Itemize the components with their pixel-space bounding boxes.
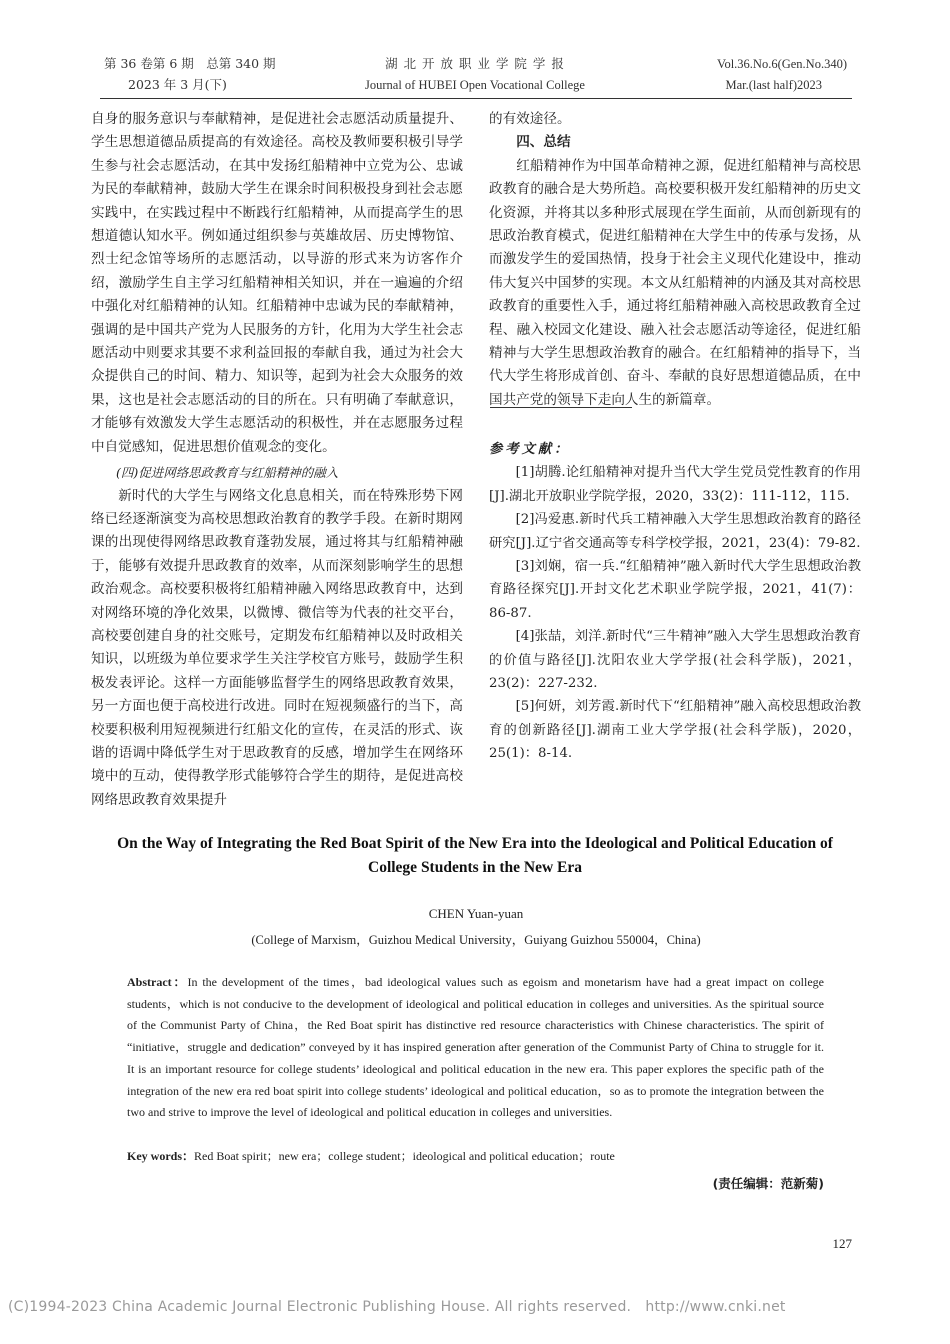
body-paragraph: 新时代的大学生与网络文化息息相关，而在特殊形势下网络已经逐渐演变为高校思想政治教育的教学手段。在新时期网课的出现使得网络思政教育蓬勃发展，通过将其与红船精神融于，能够有效提升思政教育的效率，从而深刻影响学生的思想政治观念。高校要积极将红船精神融入网络思政教育中，达到对网络环境的净化效果，以微博、微信等为代表的社交平台，高校要创建自身的社交账号，定期发布红船精神以及时政相关知识，以班级为单位要求学生关注学校官方账号，鼓励学生积极发表评论。这样一方面能够监督学生的网络思政教育效果，另一方面也便于高校进行改进。同时在短视频盛行的当下，高校要积极利用短视频进行红船文化的宣传，在灵活的形式、诙谐的语调中降低学生对于思政教育的反感，增加学生在网络环境中的互动，使得教学形式能够符合学生的期待，是促进高校网络思政教育效果提升	[91, 487, 463, 808]
journal-issue-date: 2023 年 3 月(下)	[128, 77, 227, 92]
subheading: (四)促进网络思政教育与红船精神的融入	[116, 465, 339, 481]
reference-item: [2]冯爱惠.新时代兵工精神融入大学生思想政治教育的路径研究[J].辽宁省交通高等专科学校学报，2021，23(4)：79-82.	[489, 512, 861, 551]
references-title: 参考文献：	[489, 442, 571, 457]
journal-volume: Vol.36.No.6(Gen.No.340)	[717, 57, 847, 71]
editor-note: (责任编辑：范新菊)	[712, 1176, 824, 1191]
reference-item: [3]刘娴，宿一兵.“红船精神”融入新时代大学生思想政治教育路径探究[J].开封文化艺术职业学院学报，2021，41(7)：86-87.	[489, 559, 861, 621]
english-title: On the Way of Integrating the Red Boat Spirit of the New Era into the Ideological and Political Education of College Students in the New Era	[117, 835, 833, 876]
journal-issue-info: 第 36 卷第 6 期 总第 340 期	[104, 56, 276, 71]
copyright-footer: (C)1994-2023 China Academic Journal Electronic Publishing House. All rights reserved. http://www.cnki.net	[8, 1299, 786, 1315]
right-column	[489, 108, 861, 412]
english-abstract	[127, 972, 824, 1124]
body-paragraph: 的有效途径。	[489, 111, 571, 127]
body-paragraph: 红船精神作为中国革命精神之源，促进红船精神与高校思政教育的融合是大势所趋。高校要积极开发红船精神的历史文化资源，并将其以多种形式展现在学生面前，从而创新现有的思政治教育模式，促进红船精神在大学生中的传承与发扬，从而激发学生的爱国热情，投身于社会主义现代化建设中，推动伟大复兴中国梦的实现。本文从红船精神的内涵及其对高校思政教育的重要性入手，通过将红船精神融入高校思政教育全过程、融入校园文化建设、融入社会志愿活动等途径，促进红船精神与大学生思想政治教育的融合。在红船精神的指导下，当代大学生将形成首创、奋斗、奉献的良好思想道德品质，在中国共产党的领导下走向人生的新篇章。	[489, 157, 861, 408]
keywords-label: Key words：	[127, 1149, 194, 1163]
journal-title-cn: 湖 北 开 放 职 业 学 院 学 报	[385, 56, 565, 71]
english-author: CHEN Yuan-yuan	[428, 906, 524, 921]
references	[489, 438, 861, 766]
reference-item: [4]张喆，刘洋.新时代“三牛精神”融入大学生思想政治教育的价值与路径[J].沈阳农业大学学报(社会科学版)，2021，23(2)：227-232.	[489, 629, 861, 692]
reference-item: [5]何妍，刘芳霞.新时代下“红船精神”融入高校思想政治教育的创新路径[J].湖南工业大学学报(社会科学版)，2020，25(1)：8-14.	[489, 699, 861, 762]
journal-title-en: Journal of HUBEI Open Vocational College	[365, 78, 585, 92]
page-number: 127	[832, 1236, 852, 1251]
section-heading: 四、总结	[516, 134, 571, 151]
left-column	[91, 108, 463, 812]
references-rule	[490, 407, 632, 408]
journal-volume-date: Mar.(last half)2023	[725, 78, 822, 92]
body-paragraph: 自身的服务意识与奉献精神，是促进社会志愿活动质量提升、学生思想道德品质提高的有效途径。高校及教师要积极引导学生参与社会志愿活动，在其中发扬红船精神中立党为公、忠诚为民的奉献精神，鼓励大学生在课余时间积极投身到社会志愿实践中，在实践过程中不断践行红船精神，从而提高学生的思想道德认知水平。例如通过组织参与英雄故居、历史博物馆、烈士纪念馆等场所的志愿活动，以导游的形式来为访客作介绍，激励学生自主学习红船精神相关知识，并在一遍遍的介绍中强化对红船精神的认知。红船精神中忠诚为民的奉献精神，强调的是中国共产党为人民服务的方针，化用为大学生社会志愿活动中则要求其要不求利益回报的奉献自我，通过为社会大众提供自己的时间、精力、知识等，起到为社会大众服务的效果，这也是社会志愿活动的目的所在。只有明确了奉献意识，才能够有效激发大学生志愿活动的积极性，并在志愿服务过程中自觉感知，促进思想价值观念的变化。	[91, 111, 463, 455]
header-rule	[100, 98, 852, 99]
abstract-text: In the development of the times，bad ideological values such as egoism and monetarism have had a great impact on college students，which is not conducive to the development of ideological and political education in colleges and universities. As the spiritual source of the Communist Party of China，the Red Boat spirit has distinctive red resource characteristics with Chinese characteristics. The spirit of “initiative，struggle and dedication” conveyed by it has inspired generation after generation of the Communist Party of China to struggle for it. It is an important resource for college students’ ideological and political education in the new era. This paper explores the specific path of the integration of the new era red boat spirit into college students’ ideological and political education，so as to promote the integration between the two and strive to improve the level of ideological and political education in colleges and universities.	[127, 975, 824, 1120]
reference-item: [1]胡腾.论红船精神对提升当代大学生党员党性教育的作用[J].湖北开放职业学院学报，2020，33(2)：111-112，115.	[489, 465, 861, 504]
keywords-text: Red Boat spirit；new era；college student；ideological and political education；route	[194, 1149, 615, 1163]
english-affiliation: (College of Marxism，Guizhou Medical University，Guiyang Guizhou 550004，China)	[251, 933, 701, 947]
abstract-label: Abstract：	[127, 975, 188, 989]
english-keywords	[127, 1146, 824, 1166]
